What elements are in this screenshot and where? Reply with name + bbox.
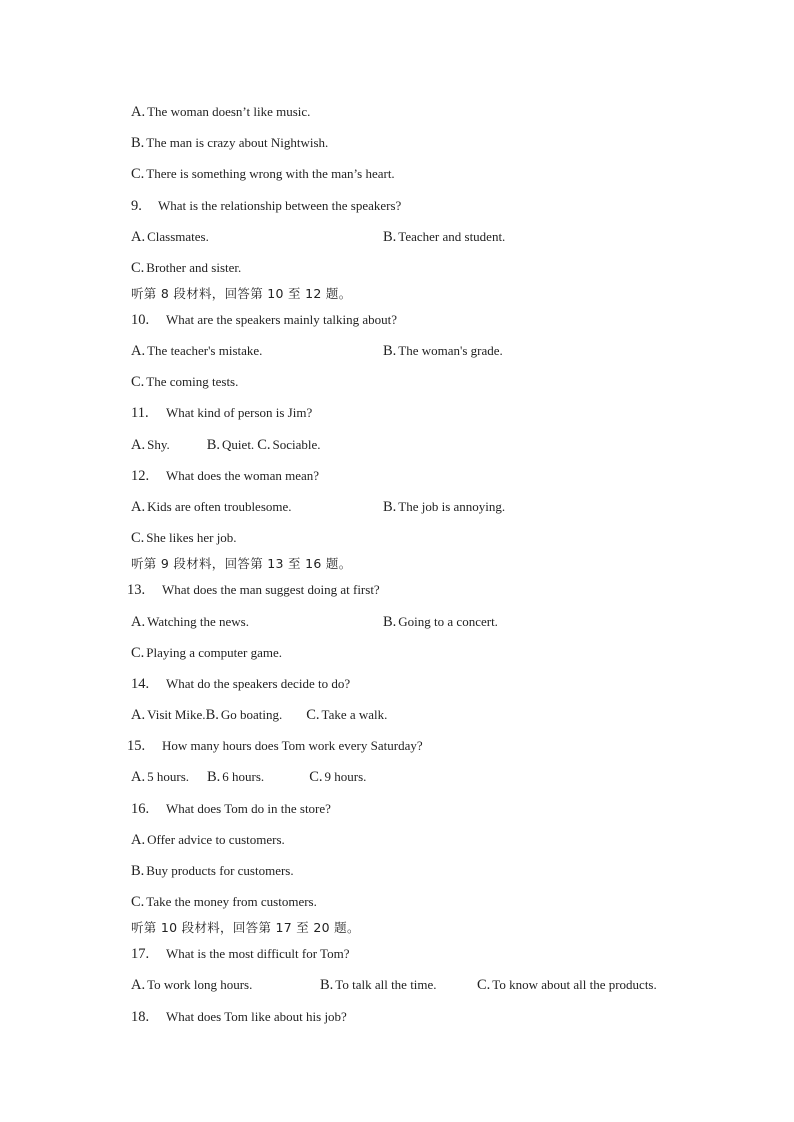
option-text: To know about all the products. <box>492 977 657 992</box>
option-text: Take a walk. <box>321 707 388 722</box>
option-text: Visit Mike. <box>147 707 206 722</box>
question-18 <box>131 1009 347 1025</box>
option-letter: A. <box>131 229 146 245</box>
q16-option-b <box>131 863 294 879</box>
option-text: Quiet. <box>222 437 255 452</box>
question-number: 16. <box>131 801 150 817</box>
q17-option-b <box>320 977 437 993</box>
question-number: 18. <box>131 1009 150 1025</box>
option-letter: A. <box>131 769 146 785</box>
question-text: What does the man suggest doing at first? <box>162 582 380 597</box>
option-text: The man is crazy about Nightwish. <box>146 135 329 150</box>
option-letter: B. <box>383 614 397 630</box>
q9-option-c <box>131 260 241 276</box>
option-text: 9 hours. <box>324 769 367 784</box>
q10-option-b <box>383 343 503 359</box>
option-text: The job is annoying. <box>398 499 506 514</box>
question-text: What do the speakers decide to do? <box>166 676 351 691</box>
option-letter: C. <box>131 260 145 276</box>
question-text: What is the most difficult for Tom? <box>166 946 350 961</box>
option-text: Kids are often troublesome. <box>147 499 292 514</box>
option-letter: A. <box>131 104 146 120</box>
option-text: Brother and sister. <box>146 260 242 275</box>
option-text: 5 hours. <box>147 769 189 784</box>
option-letter: B. <box>383 229 397 245</box>
option-text: Classmates. <box>147 229 209 244</box>
question-text: What does Tom like about his job? <box>166 1009 347 1024</box>
question-number: 10. <box>131 312 150 328</box>
option-text: Offer advice to customers. <box>147 832 285 847</box>
option-letter: B. <box>131 135 145 151</box>
question-13 <box>127 582 380 598</box>
option-text: The woman's grade. <box>398 343 503 358</box>
q16-option-c <box>131 894 317 910</box>
question-number: 11. <box>131 405 149 421</box>
q9-option-b <box>383 229 505 245</box>
q8-option-a <box>131 104 310 120</box>
section-9-instruction: 听第 9 段材料，回答第 13 至 16 题。 <box>131 556 352 571</box>
question-number: 9. <box>131 198 142 214</box>
option-text: The coming tests. <box>146 374 239 389</box>
question-12 <box>131 468 319 484</box>
q12-option-c <box>131 530 237 546</box>
question-text: How many hours does Tom work every Saturday? <box>162 738 423 753</box>
option-letter: C. <box>477 977 491 993</box>
option-letter: C. <box>131 530 145 546</box>
option-text: Going to a concert. <box>398 614 498 629</box>
q14-options-row <box>131 707 387 723</box>
question-14 <box>131 676 350 692</box>
option-text: Take the money from customers. <box>146 894 317 909</box>
section-10-instruction: 听第 10 段材料，回答第 17 至 20 题。 <box>131 920 360 935</box>
q13-option-b <box>383 614 498 630</box>
question-number: 15. <box>127 738 146 754</box>
option-letter: B. <box>206 437 221 453</box>
option-text: 6 hours. <box>222 769 265 784</box>
option-letter: C. <box>309 769 323 785</box>
question-17 <box>131 946 349 962</box>
q12-option-b <box>383 499 505 515</box>
question-text: What is the relationship between the speakers? <box>158 198 402 213</box>
q9-options-row <box>131 229 506 245</box>
question-number: 12. <box>131 468 150 484</box>
question-10 <box>131 312 397 328</box>
q10-option-c <box>131 374 238 390</box>
option-letter: C. <box>131 166 145 182</box>
option-letter: B. <box>205 707 219 723</box>
question-number: 17. <box>131 946 150 962</box>
option-letter: B. <box>383 499 397 515</box>
question-11 <box>131 405 312 421</box>
question-text: What kind of person is Jim? <box>166 405 313 420</box>
option-letter: C. <box>131 645 145 661</box>
q16-option-a <box>131 832 285 848</box>
option-text: Playing a computer game. <box>146 645 283 660</box>
option-letter: A. <box>131 832 146 848</box>
q8-option-b <box>131 135 328 151</box>
option-letter: A. <box>131 343 146 359</box>
question-15 <box>127 738 423 754</box>
question-16 <box>131 801 331 817</box>
option-text: Go boating. <box>220 707 283 722</box>
q13-options-row <box>131 614 498 630</box>
question-text: What are the speakers mainly talking about? <box>166 312 398 327</box>
option-text: She likes her job. <box>146 530 237 545</box>
option-letter: A. <box>131 977 146 993</box>
question-text: What does Tom do in the store? <box>166 801 331 816</box>
question-9 <box>131 198 401 214</box>
option-letter: C. <box>306 707 320 723</box>
option-text: Watching the news. <box>147 614 249 629</box>
option-letter: A. <box>131 437 146 453</box>
q10-options-row <box>131 343 503 359</box>
question-number: 14. <box>131 676 150 692</box>
q13-option-c <box>131 645 282 661</box>
option-letter: A. <box>131 707 146 723</box>
option-text: Shy. <box>147 437 170 452</box>
q11-options-row <box>131 437 321 453</box>
option-letter: A. <box>131 614 146 630</box>
q15-options-row <box>131 769 366 785</box>
option-text: Teacher and student. <box>398 229 506 244</box>
q17-options-row <box>131 977 657 993</box>
option-letter: A. <box>131 499 146 515</box>
option-letter: C. <box>131 374 145 390</box>
option-letter: B. <box>320 977 334 993</box>
question-text: What does the woman mean? <box>166 468 320 483</box>
option-text: There is something wrong with the man’s heart. <box>146 166 395 181</box>
option-letter: B. <box>383 343 397 359</box>
option-text: To work long hours. <box>147 977 253 992</box>
q12-options-row <box>131 499 506 515</box>
option-letter: C. <box>131 894 145 910</box>
option-text: The woman doesn’t like music. <box>147 104 311 119</box>
question-number: 13. <box>127 582 146 598</box>
option-text: Sociable. <box>272 437 321 452</box>
q8-option-c <box>131 166 395 182</box>
option-letter: B. <box>207 769 221 785</box>
option-text: The teacher's mistake. <box>147 343 263 358</box>
option-letter: B. <box>131 863 145 879</box>
option-letter: C. <box>257 437 271 453</box>
section-8-instruction: 听第 8 段材料，回答第 10 至 12 题。 <box>131 286 352 301</box>
option-text: Buy products for customers. <box>146 863 294 878</box>
q17-option-c <box>477 977 657 993</box>
option-text: To talk all the time. <box>335 977 437 992</box>
